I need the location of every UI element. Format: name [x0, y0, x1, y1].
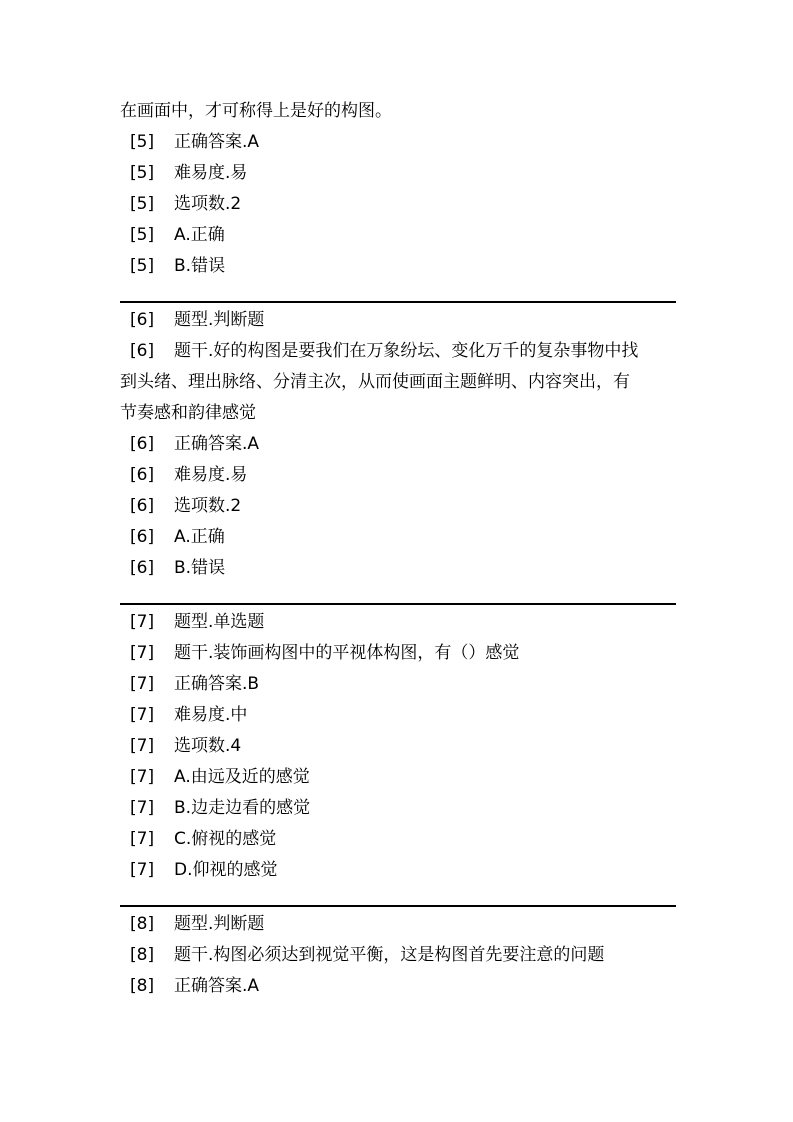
- question-divider: [120, 905, 676, 907]
- q7-option-c-text: C.俯视的感觉: [174, 829, 277, 849]
- q6-tag: [6]: [130, 527, 155, 547]
- q6-option-b: [120, 553, 676, 584]
- q7-tag: [7]: [130, 860, 155, 880]
- q5-option-b-text: B.错误: [174, 256, 226, 276]
- q6-option-count-text: 选项数.2: [174, 496, 242, 516]
- q7-tag: [7]: [130, 643, 155, 663]
- q8-tag: [8]: [130, 976, 155, 996]
- q8-stem-text: 题干.构图必须达到视觉平衡，这是构图首先要注意的问题: [174, 945, 605, 965]
- q7-tag: [7]: [130, 612, 155, 632]
- q5-answer-text: 正确答案.A: [174, 132, 260, 152]
- q7-type: [120, 607, 676, 638]
- q5-difficulty-text: 难易度.易: [174, 163, 248, 183]
- q6-option-a-text: A.正确: [174, 527, 225, 547]
- q5-option-b: [120, 251, 676, 282]
- q7-option-c: [120, 824, 676, 855]
- q6-tag: [6]: [130, 465, 155, 485]
- q7-option-count-text: 选项数.4: [174, 736, 242, 756]
- q5-tag: [5]: [130, 132, 155, 152]
- q6-tag: [6]: [130, 434, 155, 454]
- q7-option-b: [120, 793, 676, 824]
- q6-tag: [6]: [130, 496, 155, 516]
- q5-tag: [5]: [130, 194, 155, 214]
- q7-tag: [7]: [130, 767, 155, 787]
- q5-tag: [5]: [130, 256, 155, 276]
- q5-tag: [5]: [130, 163, 155, 183]
- q7-stem-text: 题干.装饰画构图中的平视体构图，有（）感觉: [174, 643, 520, 663]
- q7-option-a-text: A.由远及近的感觉: [174, 767, 310, 787]
- q6-stem-line-1: [120, 336, 676, 367]
- q6-option-b-text: B.错误: [174, 558, 226, 578]
- q7-tag: [7]: [130, 674, 155, 694]
- q8-stem: [120, 940, 676, 971]
- q5-option-count: [120, 189, 676, 220]
- q7-option-count: [120, 731, 676, 762]
- q7-option-d: [120, 855, 676, 886]
- q7-type-text: 题型.单选题: [174, 612, 265, 632]
- q7-option-d-text: D.仰视的感觉: [174, 860, 278, 880]
- q7-tag: [7]: [130, 705, 155, 725]
- q8-tag: [8]: [130, 914, 155, 934]
- q7-tag: [7]: [130, 798, 155, 818]
- q7-option-b-text: B.边走边看的感觉: [174, 798, 311, 818]
- q7-tag: [7]: [130, 736, 155, 756]
- q5-option-count-text: 选项数.2: [174, 194, 242, 214]
- question-divider: [120, 603, 676, 605]
- q6-tag: [6]: [130, 341, 155, 361]
- q5-stem-continuation: 在画面中，才可称得上是好的构图。: [120, 101, 392, 121]
- q7-difficulty-text: 难易度.中: [174, 705, 248, 725]
- q5-option-a-text: A.正确: [174, 225, 225, 245]
- q5-tag: [5]: [130, 225, 155, 245]
- q8-type: [120, 909, 676, 940]
- q6-option-count: [120, 491, 676, 522]
- q5-option-a: [120, 220, 676, 251]
- q8-answer: [120, 971, 676, 1002]
- q6-difficulty: [120, 460, 676, 491]
- q8-type-text: 题型.判断题: [174, 914, 265, 934]
- q5-difficulty: [120, 158, 676, 189]
- q6-type: [120, 305, 676, 336]
- q7-option-a: [120, 762, 676, 793]
- q8-answer-text: 正确答案.A: [174, 976, 260, 996]
- q6-difficulty-text: 难易度.易: [174, 465, 248, 485]
- q6-stem-text-1: 题干.好的构图是要我们在万象纷坛、变化万千的复杂事物中找: [174, 341, 639, 361]
- q5-answer: [120, 127, 676, 158]
- q7-tag: [7]: [130, 829, 155, 849]
- q6-tag: [6]: [130, 558, 155, 578]
- q8-tag: [8]: [130, 945, 155, 965]
- q6-option-a: [120, 522, 676, 553]
- q6-stem-line-3: 节奏感和韵律感觉: [120, 403, 256, 423]
- q6-answer: [120, 429, 676, 460]
- q7-answer: [120, 669, 676, 700]
- q7-stem: [120, 638, 676, 669]
- q6-answer-text: 正确答案.A: [174, 434, 260, 454]
- q6-tag: [6]: [130, 310, 155, 330]
- q7-answer-text: 正确答案.B: [174, 674, 260, 694]
- document-content: [120, 96, 676, 1002]
- q6-stem-line-2: 到头绪、理出脉络、分清主次，从而使画面主题鲜明、内容突出，有: [120, 372, 630, 392]
- q7-difficulty: [120, 700, 676, 731]
- q6-type-text: 题型.判断题: [174, 310, 265, 330]
- question-divider: [120, 301, 676, 303]
